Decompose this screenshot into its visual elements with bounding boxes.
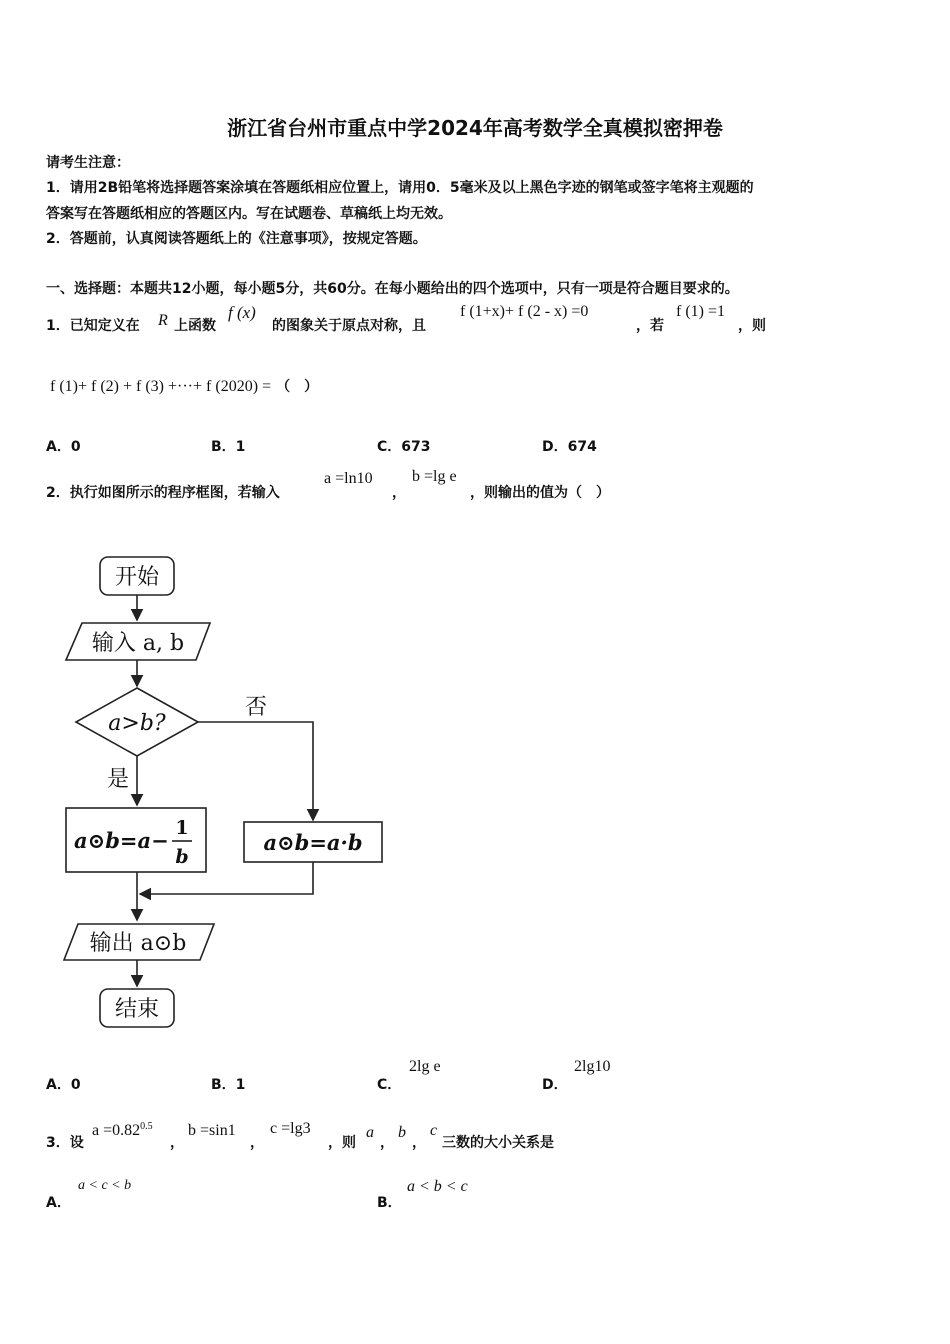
notice-heading: 请考生注意： <box>46 155 130 171</box>
q1-option-d[interactable]: D．674 <box>542 439 597 455</box>
q1-R: R <box>158 312 168 329</box>
q1-text-2: 上函数 <box>174 318 216 334</box>
q2-text-1: 2．执行如图所示的程序框图，若输入 <box>46 485 280 501</box>
q1-f1: f (1) =1 <box>676 303 726 320</box>
flow-no-label: 否 <box>244 695 268 720</box>
flow-start-label: 开始 <box>114 565 160 590</box>
notice-line-2: 2．答题前，认真阅读答题纸上的《注意事项》，按规定答题。 <box>46 231 427 247</box>
q1-option-a[interactable]: A．0 <box>46 439 81 455</box>
q1-paren: （ ） <box>276 379 319 395</box>
notice-line-1b: 答案写在答题纸相应的答题区内。写在试题卷、草稿纸上均无效。 <box>46 206 452 222</box>
q1-text-1: 1．已知定义在 <box>46 318 140 334</box>
flow-left-num: 1 <box>175 817 189 839</box>
flow-output-label: 输出 a⊙b <box>89 931 187 956</box>
q2-comma: ， <box>392 485 406 501</box>
q3-c: c =lg3 <box>270 1120 311 1137</box>
q1-condition: f (1+x)+ f (2 - x) =0 <box>460 303 589 320</box>
q1-text-5: ，则 <box>738 318 766 334</box>
section-heading: 一、选择题：本题共12小题，每小题5分，共60分。在每小题给出的四个选项中，只有一项是符合题目要求的。 <box>46 281 739 297</box>
flow-yes-label: 是 <box>106 767 130 792</box>
q2-option-b[interactable]: B．1 <box>211 1077 246 1093</box>
q1-option-c[interactable]: C．673 <box>377 439 431 455</box>
notice-line-1: 1．请用2B铅笔将选择题答案涂填在答题纸相应位置上，请用0．5毫米及以上黑色字迹的钢笔或签字笔将主观题的 <box>46 180 754 196</box>
q3-text-3: 三数的大小关系是 <box>442 1135 554 1151</box>
q1-sum-expr: f (1)+ f (2) + f (3) +···+ f (2020) = <box>50 378 272 395</box>
q2-b: b =lg e <box>412 468 457 485</box>
q1-option-b[interactable]: B．1 <box>211 439 246 455</box>
flow-left-den: b <box>175 846 189 868</box>
flow-end-label: 结束 <box>114 997 160 1022</box>
q2-text-2: ，则输出的值为（ ） <box>470 485 610 501</box>
q1-sum <box>50 376 318 396</box>
flowchart <box>0 540 420 1040</box>
flow-left-expr: a⊙b=a− <box>74 828 169 853</box>
q3-b: b =sin1 <box>188 1122 236 1139</box>
q1-text-3: 的图象关于原点对称，且 <box>272 318 426 334</box>
flow-decision-label: a>b? <box>108 711 166 736</box>
q3-a: $a =0.82^{0.5}$ <box>92 1121 153 1139</box>
q1-text-4: ，若 <box>636 318 664 334</box>
q3-text-1: 3．设 <box>46 1135 84 1151</box>
flow-input-label: 输入 a, b <box>91 631 185 656</box>
q2-a: a =ln10 <box>324 470 373 487</box>
flow-right-expr: a⊙b=a·b <box>263 830 363 855</box>
q2-option-a[interactable]: A．0 <box>46 1077 81 1093</box>
page-title: 浙江省台州市重点中学2024年高考数学全真模拟密押卷 <box>227 116 723 140</box>
q1-fx: f (x) <box>228 303 256 322</box>
